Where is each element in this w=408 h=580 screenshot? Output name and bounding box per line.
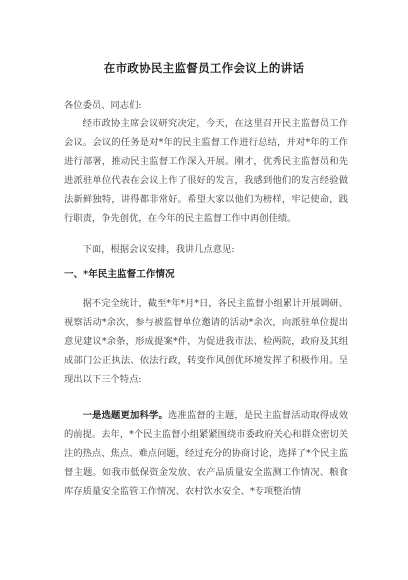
point-one-lead: 一是选题更加科学。 <box>82 410 168 421</box>
section-heading-1: 一、*年民主监督工作情况 <box>64 269 175 280</box>
paragraph-opening: 经市政协主席会议研究决定，今天，在这里召开民主监督员工作会议。会议的任务是对*年的民主监督工作进行总结，并对*年的工作进行部署，推动民主监督工作深入开展。刚才，优秀民主监督员和先进派驻单位代表在会议上作了很好的发言，我感到他们的发言经验做法新鲜独特，讲得都非常好。希望大家以他们为榜样，牢记使命，践行职责，争先创优，在今年的民主监督工作中再创佳绩。 <box>64 118 348 224</box>
paragraph-statistics: 据不完全统计，截至*年*月*日，各民主监督小组累计开展调研、视察活动*余次，参与被监督单位邀请的活动*余次，向派驻单位提出意见建议*余条，形成提案*件，为促进我市法、检两院，政府及其组成部门公正执法、依法行政，转变作风创优环境发挥了积极作用。呈现出以下三个特点: <box>64 298 348 385</box>
paragraph-point-one <box>64 406 348 501</box>
paragraph-intro: 下面，根据会议安排，我讲几点意见: <box>82 244 235 255</box>
document-title: 在市政协民主监督员工作会议上的讲话 <box>103 61 305 75</box>
greeting: 各位委员、同志们: <box>64 100 142 111</box>
point-one-body: 选准监督的主题，是民主监督活动取得成效的前提。去年，*个民主监督小组紧紧围绕市委政府关心和群众密切关注的热点、焦点、难点问题，经过充分的协商讨论，选择了*个民主监督主题。如我市低保资金发放、农产品质量安全监测工作情况、粮食库存质量安全监管工作情况、农村饮水安全、*专项整治情 <box>64 410 348 497</box>
